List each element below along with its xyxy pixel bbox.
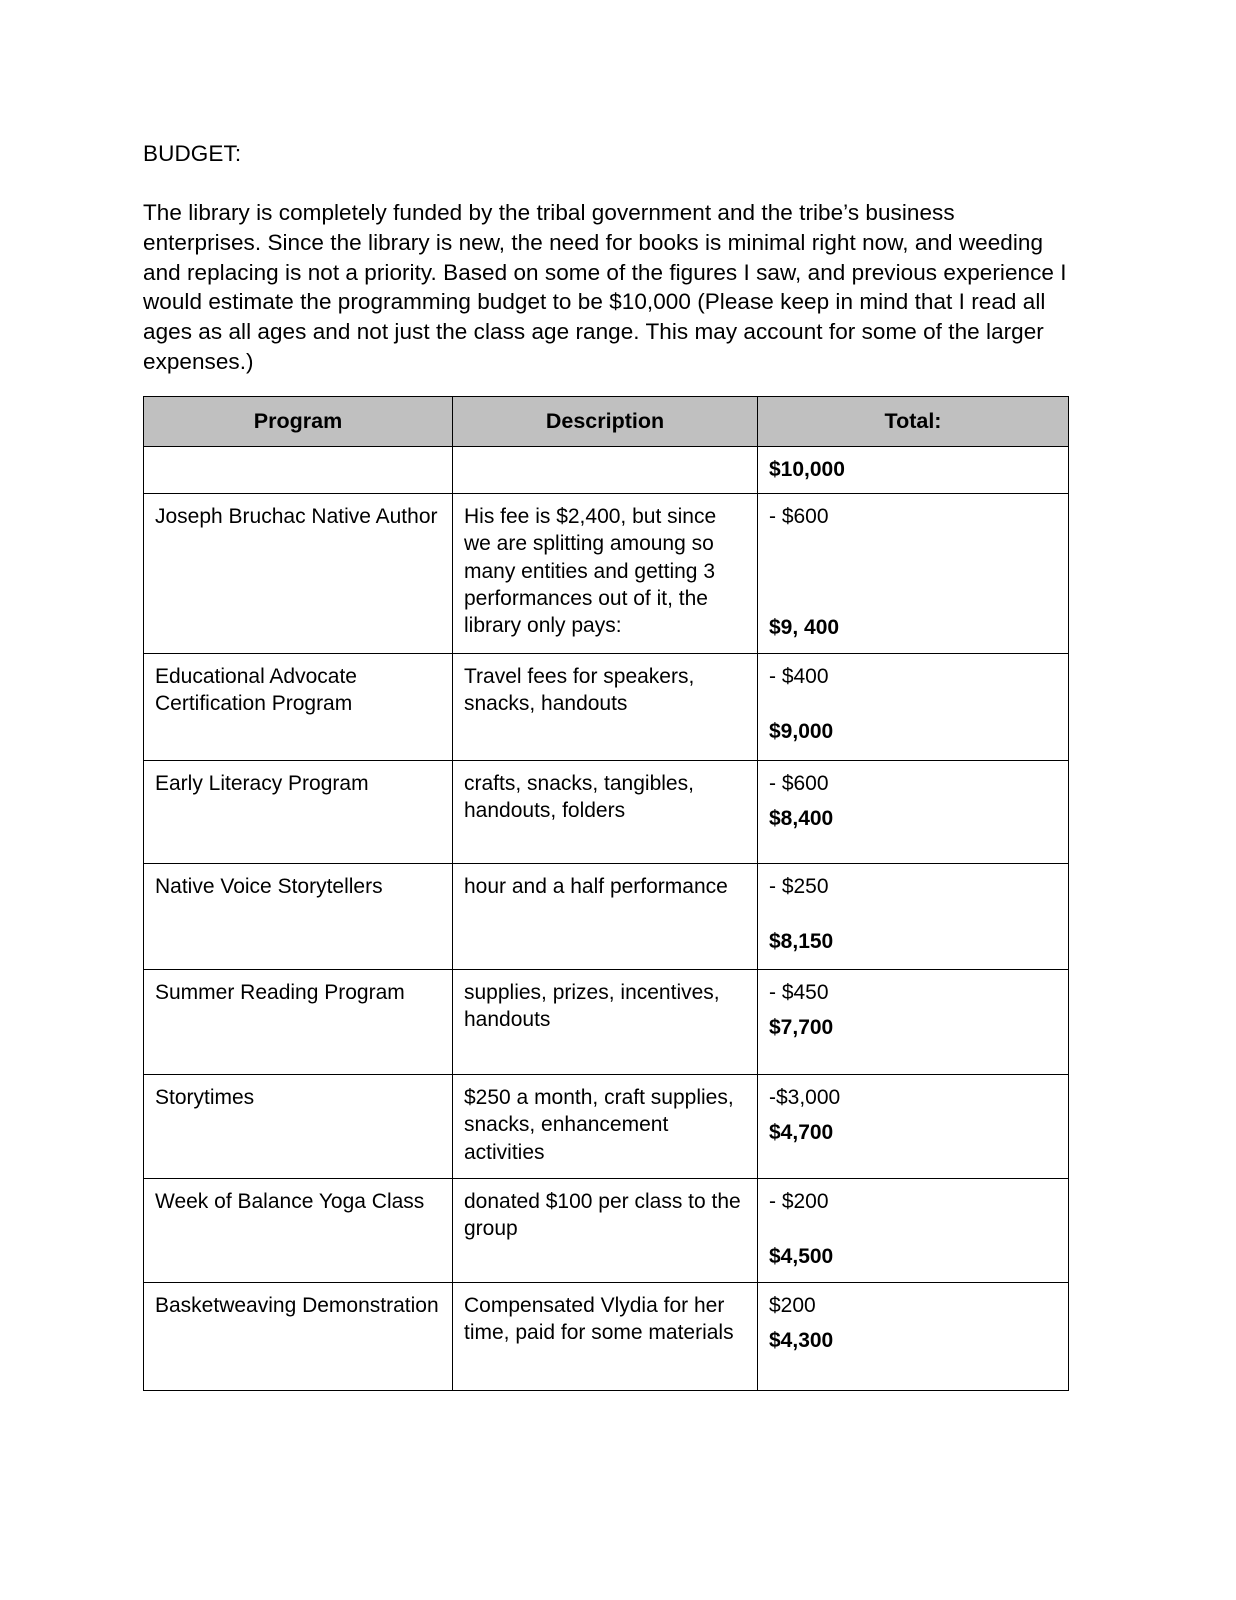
budget-table [143,396,1069,1391]
table-row [144,864,1069,970]
cell-program [144,447,453,494]
cell-program: Summer Reading Program [144,970,453,1075]
cell-description: donated $100 per class to the group [453,1179,758,1283]
cell-total [758,1179,1069,1283]
cell-program: Early Literacy Program [144,761,453,864]
total-balance: $8,400 [769,807,834,831]
total-change: - $250 [769,875,829,898]
cell-description: hour and a half performance [453,864,758,970]
column-header-total: Total: [758,397,1069,447]
total-change: - $200 [769,1190,829,1213]
table-row [144,494,1069,654]
total-balance: $8,150 [769,930,834,954]
cell-description: His fee is $2,400, but since we are splitting amoung so many entities and getting 3 performances out of it, the library only pays: [453,494,758,654]
total-change: - $450 [769,981,829,1004]
cell-description: supplies, prizes, incentives, handouts [453,970,758,1075]
cell-total [758,494,1069,654]
table-header [144,397,1069,447]
cell-total [758,864,1069,970]
cell-total [758,970,1069,1075]
cell-program: Week of Balance Yoga Class [144,1179,453,1283]
cell-description: Travel fees for speakers, snacks, handouts [453,654,758,761]
cell-total [758,654,1069,761]
cell-description [453,447,758,494]
total-balance: $7,700 [769,1016,834,1040]
column-header-program: Program [144,397,453,447]
table-row [144,447,1069,494]
total-balance: $9, 400 [769,616,840,640]
column-header-description: Description [453,397,758,447]
table-header-row [144,397,1069,447]
cell-description: Compensated Vlydia for her time, paid for some materials [453,1283,758,1391]
total-balance: $10,000 [769,458,845,481]
budget-heading: BUDGET: [143,141,242,166]
table-row [144,1283,1069,1391]
table-row [144,1179,1069,1283]
table-row [144,761,1069,864]
total-balance: $9,000 [769,720,834,744]
total-balance: $4,300 [769,1329,834,1353]
total-change: - $400 [769,665,829,688]
cell-program: Native Voice Storytellers [144,864,453,970]
table-row [144,654,1069,761]
cell-description: crafts, snacks, tangibles, handouts, folders [453,761,758,864]
table-body [144,447,1069,1391]
total-balance: $4,700 [769,1121,834,1145]
total-balance: $4,500 [769,1245,834,1269]
cell-total [758,761,1069,864]
cell-total [758,1075,1069,1179]
total-change: -$3,000 [769,1086,841,1109]
table-row [144,1075,1069,1179]
total-change: $200 [769,1294,816,1317]
cell-program: Storytimes [144,1075,453,1179]
total-change: - $600 [769,772,829,795]
cell-program: Joseph Bruchac Native Author [144,494,453,654]
cell-total [758,447,1069,494]
budget-description-paragraph: The library is completely funded by the tribal government and the tribe’s business enterprises. Since the library is new, the need for books is minimal right now, and weeding and replacing is not a priority. Based on some of the figures I saw, and previous experience I would estimate the programming budget to be $10,000 (Please keep in mind that I read all ages as all ages and not just the class age range. This may account for some of the larger expenses.) [143,199,1067,375]
total-change: - $600 [769,505,829,528]
paragraph-spacer [143,169,1069,198]
table-row [144,970,1069,1075]
cell-total [758,1283,1069,1391]
cell-description: $250 a month, craft supplies, snacks, enhancement activities [453,1075,758,1179]
cell-program: Basketweaving Demonstration [144,1283,453,1391]
cell-program: Educational Advocate Certification Program [144,654,453,761]
document-text-block [143,139,1069,377]
